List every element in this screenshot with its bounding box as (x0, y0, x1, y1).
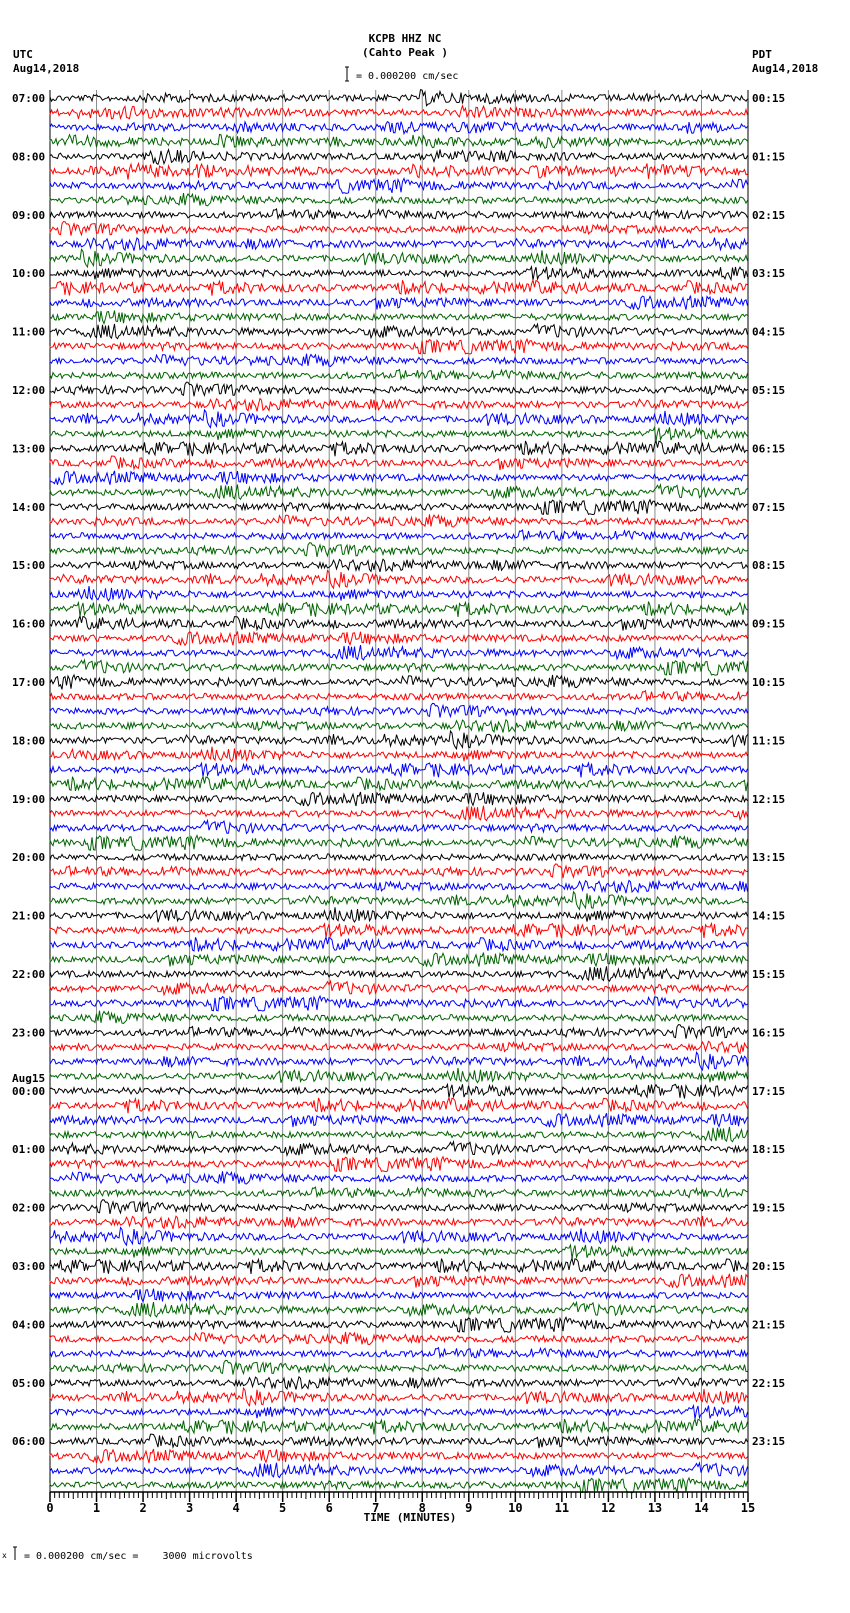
seismic-traces (50, 90, 748, 1493)
trace-33 (50, 571, 748, 589)
trace-80 (50, 1258, 748, 1274)
pdt-hour-label: 02:15 (752, 208, 786, 222)
trace-22 (50, 410, 748, 428)
pdt-hour-label: 13:15 (752, 851, 786, 865)
trace-9 (50, 222, 748, 236)
utc-hour-label: 11:00 (12, 325, 46, 339)
trace-13 (50, 280, 748, 296)
trace-37 (50, 631, 748, 645)
pdt-hour-label: 06:15 (752, 442, 786, 456)
date-change-label: Aug15 (12, 1071, 46, 1085)
pdt-hour-label: 00:15 (752, 92, 786, 105)
trace-88 (50, 1377, 748, 1390)
x-axis-label: TIME (MINUTES) (363, 1511, 457, 1524)
trace-61 (50, 981, 748, 995)
trace-30 (50, 530, 748, 540)
x-tick-label: 0 (46, 1501, 54, 1515)
trace-59 (50, 953, 748, 967)
trace-24 (50, 441, 748, 457)
trace-50 (50, 821, 748, 834)
trace-5 (50, 163, 748, 179)
utc-hour-label: 20:00 (12, 851, 46, 865)
utc-hour-label: 12:00 (12, 384, 46, 397)
trace-35 (50, 602, 748, 617)
utc-hour-label: 06:00 (12, 1435, 46, 1449)
pdt-hour-label: 21:15 (752, 1318, 786, 1332)
trace-90 (50, 1406, 748, 1420)
x-tick-label: 10 (508, 1501, 523, 1515)
utc-hour-label: 15:00 (12, 559, 46, 573)
minute-gridlines (50, 90, 748, 1493)
pdt-hour-label: 03:15 (752, 267, 786, 281)
x-tick-label: 5 (279, 1501, 287, 1515)
pdt-hour-label: 16:15 (752, 1026, 786, 1040)
trace-74 (50, 1171, 748, 1184)
utc-hour-label: 13:00 (12, 442, 46, 456)
trace-71 (50, 1127, 748, 1142)
trace-14 (50, 296, 748, 310)
utc-hour-label: 02:00 (12, 1201, 46, 1215)
utc-hour-label: 16:00 (12, 617, 46, 631)
trace-87 (50, 1360, 748, 1374)
trace-42 (50, 703, 748, 717)
trace-77 (50, 1216, 748, 1229)
right-timezone: PDT (752, 48, 772, 61)
trace-27 (50, 485, 748, 500)
corner-mark: x (2, 1551, 7, 1560)
pdt-hour-label: 17:15 (752, 1084, 786, 1098)
trace-8 (50, 209, 748, 219)
trace-31 (50, 543, 748, 557)
trace-52 (50, 854, 748, 860)
trace-7 (50, 193, 748, 206)
x-tick-label: 2 (139, 1501, 147, 1515)
trace-66 (50, 1052, 748, 1070)
pdt-hour-label: 12:15 (752, 792, 786, 806)
trace-72 (50, 1142, 748, 1156)
trace-29 (50, 514, 748, 527)
trace-82 (50, 1289, 748, 1302)
trace-15 (50, 311, 748, 324)
trace-23 (50, 427, 748, 441)
trace-49 (50, 806, 748, 821)
trace-48 (50, 792, 748, 806)
right-date: Aug14,2018 (752, 62, 819, 75)
trace-46 (50, 763, 748, 778)
trace-21 (50, 399, 748, 412)
x-tick-label: 8 (418, 1501, 426, 1515)
trace-94 (50, 1463, 748, 1478)
trace-55 (50, 892, 748, 910)
x-tick-label: 3 (185, 1501, 194, 1515)
trace-57 (50, 924, 748, 939)
trace-84 (50, 1317, 748, 1332)
trace-83 (50, 1302, 748, 1317)
trace-19 (50, 370, 748, 380)
pdt-hour-label: 19:15 (752, 1201, 786, 1215)
trace-11 (50, 249, 748, 267)
trace-64 (50, 1025, 748, 1039)
trace-6 (50, 179, 748, 194)
x-tick-label: 6 (325, 1501, 333, 1515)
left-date: Aug14,2018 (13, 62, 80, 75)
pdt-hour-label: 10:15 (752, 676, 786, 689)
trace-4 (50, 150, 748, 165)
pdt-hour-label: 14:15 (752, 909, 786, 923)
pdt-hour-label: 09:15 (752, 617, 786, 631)
trace-20 (50, 382, 748, 396)
trace-91 (50, 1419, 748, 1435)
trace-34 (50, 586, 748, 601)
trace-41 (50, 691, 748, 701)
x-tick-label: 13 (647, 1501, 663, 1515)
trace-17 (50, 339, 748, 354)
trace-76 (50, 1200, 748, 1214)
utc-hour-label: 04:00 (12, 1318, 46, 1332)
trace-93 (50, 1449, 748, 1463)
trace-28 (50, 500, 748, 515)
utc-hour-label: 14:00 (12, 500, 46, 514)
utc-hour-label: 05:00 (12, 1376, 46, 1390)
trace-18 (50, 354, 748, 367)
station-title: KCPB HHZ NC (368, 32, 442, 45)
trace-43 (50, 720, 748, 733)
trace-1 (50, 106, 748, 119)
utc-hour-label: 00:00 (12, 1084, 46, 1098)
pdt-hour-label: 08:15 (752, 559, 786, 573)
utc-hour-label: 18:00 (12, 734, 46, 748)
x-tick-label: 4 (232, 1501, 240, 1515)
pdt-hour-label: 07:15 (752, 500, 786, 514)
utc-hour-label: 01:00 (12, 1143, 46, 1157)
trace-38 (50, 645, 748, 660)
x-tick-label: 15 (740, 1501, 756, 1515)
trace-16 (50, 324, 748, 339)
trace-86 (50, 1348, 748, 1358)
trace-89 (50, 1388, 748, 1406)
trace-2 (50, 122, 748, 134)
pdt-hour-label: 01:15 (752, 150, 786, 164)
trace-47 (50, 777, 748, 792)
pdt-hour-label: 20:15 (752, 1260, 786, 1273)
trace-73 (50, 1157, 748, 1172)
scale-label: = 0.000200 cm/sec (356, 71, 459, 82)
trace-10 (50, 238, 748, 251)
trace-56 (50, 907, 748, 922)
station-name: (Cahto Peak ) (361, 46, 449, 59)
pdt-hour-label: 15:15 (752, 968, 786, 981)
utc-hour-label: 07:00 (12, 92, 46, 105)
trace-40 (50, 675, 748, 689)
trace-78 (50, 1228, 748, 1246)
utc-hour-label: 19:00 (12, 792, 46, 806)
trace-67 (50, 1068, 748, 1083)
trace-81 (50, 1274, 748, 1288)
utc-hour-label: 03:00 (12, 1260, 46, 1273)
x-tick-label: 12 (601, 1501, 616, 1515)
pdt-hour-label: 18:15 (752, 1143, 786, 1157)
trace-51 (50, 836, 748, 851)
utc-hour-label: 21:00 (12, 909, 46, 923)
footer-scale-note: = 0.000200 cm/sec = 3000 microvolts (24, 1551, 253, 1562)
trace-63 (50, 1011, 748, 1024)
trace-26 (50, 471, 748, 485)
trace-12 (50, 267, 748, 281)
pdt-hour-label: 22:15 (752, 1376, 786, 1390)
trace-95 (50, 1478, 748, 1493)
left-timezone: UTC (13, 48, 33, 61)
x-tick-label: 9 (465, 1501, 473, 1515)
pdt-hour-label: 11:15 (752, 734, 786, 748)
trace-54 (50, 880, 748, 893)
utc-hour-label: 08:00 (12, 150, 46, 164)
trace-60 (50, 966, 748, 981)
trace-36 (50, 616, 748, 631)
x-tick-label: 7 (372, 1501, 380, 1515)
trace-68 (50, 1084, 748, 1098)
trace-39 (50, 660, 748, 675)
trace-75 (50, 1187, 748, 1197)
pdt-hour-label: 23:15 (752, 1435, 786, 1449)
utc-hour-label: 17:00 (12, 676, 46, 689)
trace-65 (50, 1041, 748, 1053)
pdt-hour-label: 04:15 (752, 325, 786, 339)
trace-0 (50, 90, 748, 106)
trace-44 (50, 731, 748, 749)
trace-62 (50, 996, 748, 1011)
trace-32 (50, 559, 748, 572)
x-tick-label: 1 (92, 1501, 101, 1515)
utc-hour-label: 22:00 (12, 968, 46, 981)
trace-53 (50, 864, 748, 878)
utc-hour-label: 10:00 (12, 267, 46, 281)
utc-hour-label: 09:00 (12, 208, 46, 222)
x-tick-label: 11 (554, 1501, 570, 1515)
pdt-hour-label: 05:15 (752, 384, 786, 397)
utc-hour-label: 23:00 (12, 1026, 46, 1040)
trace-92 (50, 1434, 748, 1448)
trace-25 (50, 456, 748, 470)
trace-70 (50, 1113, 748, 1127)
trace-85 (50, 1332, 748, 1345)
x-tick-label: 14 (694, 1501, 709, 1515)
trace-45 (50, 747, 748, 762)
trace-3 (50, 134, 748, 148)
trace-69 (50, 1098, 748, 1114)
trace-58 (50, 937, 748, 951)
trace-79 (50, 1245, 748, 1259)
